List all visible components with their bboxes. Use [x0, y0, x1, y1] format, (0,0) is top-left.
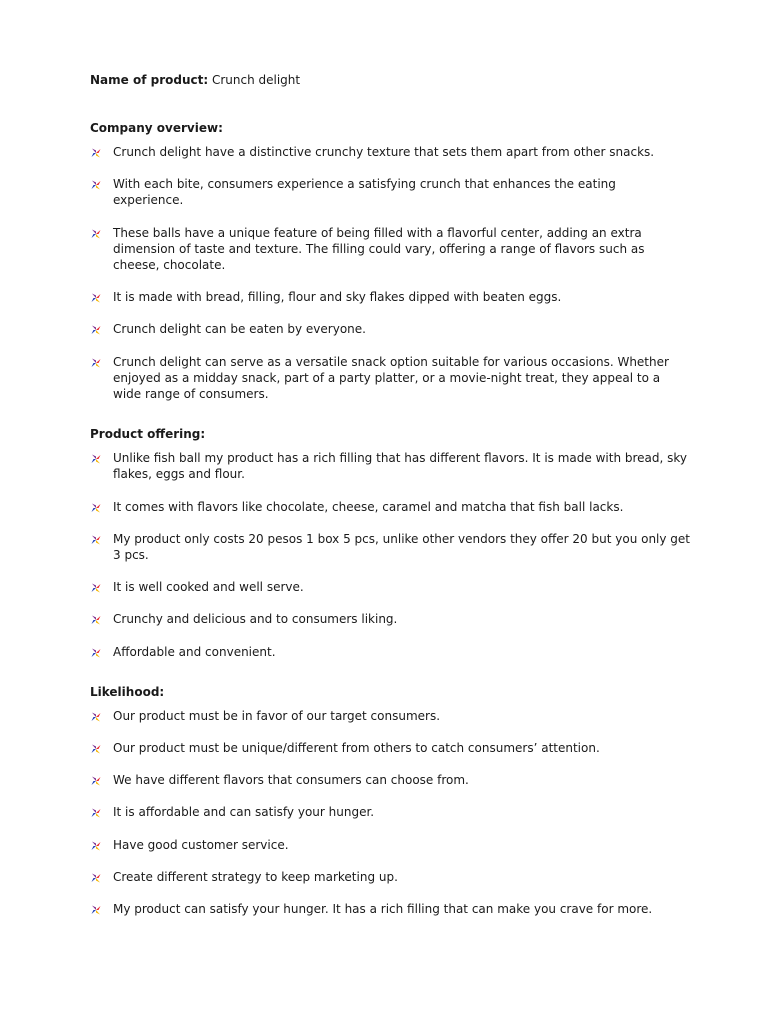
list-item-text: It is well cooked and well serve. [113, 580, 304, 595]
list-item [90, 144, 690, 160]
section-heading: Product offering: [90, 427, 206, 442]
list-item-text: It comes with flavors like chocolate, cheese, caramel and matcha that fish ball lacks. [113, 499, 624, 514]
list-item [90, 450, 690, 482]
list-item-text: Crunchy and delicious and to consumers liking. [113, 612, 398, 627]
list-item [90, 611, 690, 627]
list-item [90, 499, 690, 515]
bullet-list [90, 708, 690, 917]
section-heading: Likelihood: [90, 684, 165, 699]
list-item-text: We have different flavors that consumers can choose from. [113, 773, 469, 788]
list-item-text: Affordable and convenient. [113, 644, 276, 659]
list-item [90, 289, 690, 305]
arrow-bullet-icon [90, 292, 102, 304]
arrow-bullet-icon [90, 582, 102, 594]
bullet-list [90, 450, 690, 660]
document-page [90, 72, 690, 941]
arrow-bullet-icon [90, 711, 102, 723]
list-item [90, 901, 690, 917]
list-item-text: It is made with bread, filling, flour and sky flakes dipped with beaten eggs. [113, 290, 562, 305]
product-name-line [90, 72, 690, 88]
section [90, 684, 690, 917]
list-item-text: With each bite, consumers experience a satisfying crunch that enhances the eating experience. [113, 177, 616, 208]
list-item [90, 579, 690, 595]
arrow-bullet-icon [90, 502, 102, 514]
arrow-bullet-icon [90, 647, 102, 659]
list-item [90, 321, 690, 337]
list-item [90, 708, 690, 724]
list-item-text: My product can satisfy your hunger. It has a rich filling that can make you crave for more. [113, 902, 653, 917]
list-item [90, 837, 690, 853]
list-item [90, 869, 690, 885]
list-item-text: Crunch delight can be eaten by everyone. [113, 322, 366, 337]
product-name-label: Name of product: [90, 73, 209, 87]
list-item [90, 531, 690, 563]
list-item [90, 354, 690, 403]
arrow-bullet-icon [90, 775, 102, 787]
list-item [90, 644, 690, 660]
list-item [90, 772, 690, 788]
arrow-bullet-icon [90, 228, 102, 240]
list-item-text: Unlike fish ball my product has a rich filling that has different flavors. It is made with bread, sky flakes, eggs and flour. [113, 451, 688, 482]
arrow-bullet-icon [90, 357, 102, 369]
arrow-bullet-icon [90, 872, 102, 884]
arrow-bullet-icon [90, 147, 102, 159]
arrow-bullet-icon [90, 534, 102, 546]
list-item [90, 225, 690, 274]
arrow-bullet-icon [90, 807, 102, 819]
list-item-text: These balls have a unique feature of being filled with a flavorful center, adding an extra dimension of taste and texture. The filling could vary, offering a range of flavors such as cheese, chocolate. [113, 225, 645, 273]
product-name-value: Crunch delight [211, 73, 301, 87]
list-item-text: Have good customer service. [113, 837, 289, 852]
section [90, 120, 690, 402]
list-item [90, 740, 690, 756]
section-heading: Company overview: [90, 121, 223, 135]
list-item-text: Crunch delight have a distinctive crunchy texture that sets them apart from other snacks. [113, 145, 655, 159]
list-item-text: Our product must be unique/different from others to catch consumers’ attention. [113, 741, 600, 756]
arrow-bullet-icon [90, 324, 102, 336]
arrow-bullet-icon [90, 840, 102, 852]
arrow-bullet-icon [90, 453, 102, 465]
list-item-text: Create different strategy to keep marketing up. [113, 869, 398, 884]
arrow-bullet-icon [90, 179, 102, 191]
arrow-bullet-icon [90, 614, 102, 626]
bullet-list [90, 144, 690, 402]
list-item-text: Crunch delight can serve as a versatile snack option suitable for various occasions. Whether enjoyed as a midday snack, part of a party platter, or a movie-night treat, they appeal to a wide range of consumers. [113, 354, 669, 402]
list-item [90, 176, 690, 208]
list-item-text: My product only costs 20 pesos 1 box 5 pcs, unlike other vendors they offer 20 but you only get 3 pcs. [113, 531, 691, 563]
list-item [90, 804, 690, 820]
section [90, 426, 690, 660]
arrow-bullet-icon [90, 743, 102, 755]
document-sections [90, 120, 690, 917]
arrow-bullet-icon [90, 904, 102, 916]
list-item-text: Our product must be in favor of our target consumers. [113, 708, 441, 723]
list-item-text: It is affordable and can satisfy your hunger. [113, 805, 375, 820]
